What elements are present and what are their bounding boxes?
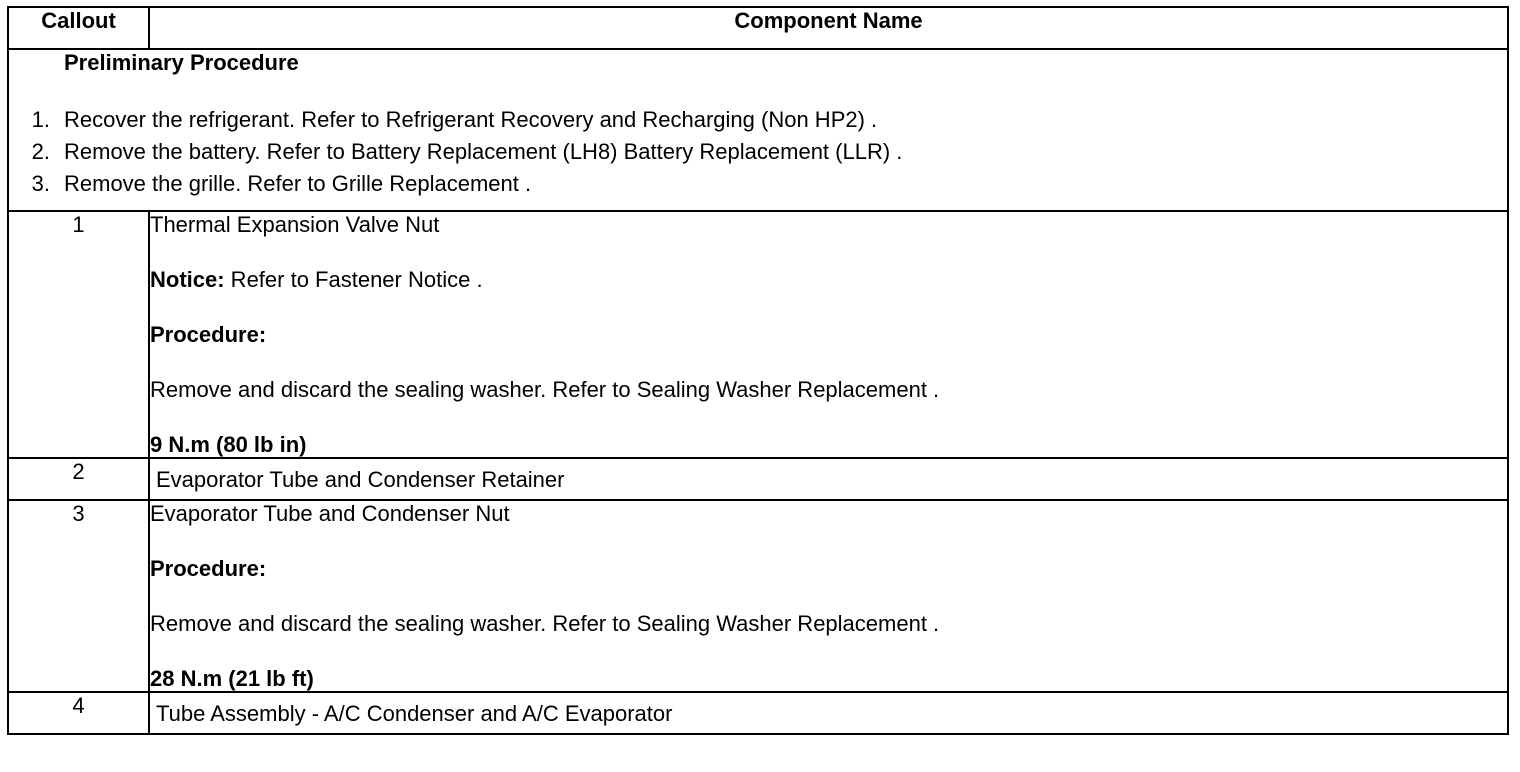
step-number: 3. — [31, 171, 50, 196]
preliminary-steps-list — [9, 105, 1507, 201]
component-name: Thermal Expansion Valve Nut — [150, 212, 440, 237]
callout-number: 1 — [8, 211, 149, 458]
notice-text: Refer to Fastener Notice . — [224, 267, 483, 292]
preliminary-step — [9, 169, 1507, 201]
preliminary-step — [9, 137, 1507, 169]
preliminary-step — [9, 105, 1507, 137]
component-cell — [149, 211, 1508, 458]
callout-number: 3 — [8, 500, 149, 692]
table-row — [8, 211, 1508, 458]
preliminary-procedure-title: Preliminary Procedure — [64, 50, 299, 75]
step-text: Recover the refrigerant. Refer to Refrigerant Recovery and Recharging (Non HP2) . — [64, 107, 878, 132]
document-sheet — [7, 6, 1507, 766]
table-row — [8, 500, 1508, 692]
component-name-header: Component Name — [149, 7, 1508, 49]
notice-label: Notice: — [150, 267, 225, 292]
procedure-label: Procedure: — [150, 322, 267, 347]
component-name: Tube Assembly - A/C Condenser and A/C Evaporator — [149, 692, 1508, 734]
component-cell — [149, 500, 1508, 692]
step-number: 2. — [31, 139, 50, 164]
preliminary-procedure-cell — [8, 49, 1508, 211]
procedure-text: Remove and discard the sealing washer. Refer to Sealing Washer Replacement . — [150, 611, 940, 636]
component-name: Evaporator Tube and Condenser Nut — [150, 501, 510, 526]
preliminary-row — [8, 49, 1508, 211]
procedure-table — [7, 6, 1509, 735]
step-text: Remove the grille. Refer to Grille Replacement . — [64, 171, 532, 196]
component-name: Evaporator Tube and Condenser Retainer — [149, 458, 1508, 500]
step-number: 1. — [31, 107, 50, 132]
callout-header: Callout — [8, 7, 149, 49]
torque-spec: 28 N.m (21 lb ft) — [150, 666, 314, 691]
step-text: Remove the battery. Refer to Battery Replacement (LH8) Battery Replacement (LLR) . — [64, 139, 903, 164]
procedure-label: Procedure: — [150, 556, 267, 581]
table-row — [8, 458, 1508, 500]
table-row — [8, 692, 1508, 734]
callout-number: 4 — [8, 692, 149, 734]
header-row — [8, 7, 1508, 49]
callout-number: 2 — [8, 458, 149, 500]
procedure-text: Remove and discard the sealing washer. Refer to Sealing Washer Replacement . — [150, 377, 940, 402]
torque-spec: 9 N.m (80 lb in) — [150, 432, 307, 457]
notice-line — [150, 267, 1507, 292]
